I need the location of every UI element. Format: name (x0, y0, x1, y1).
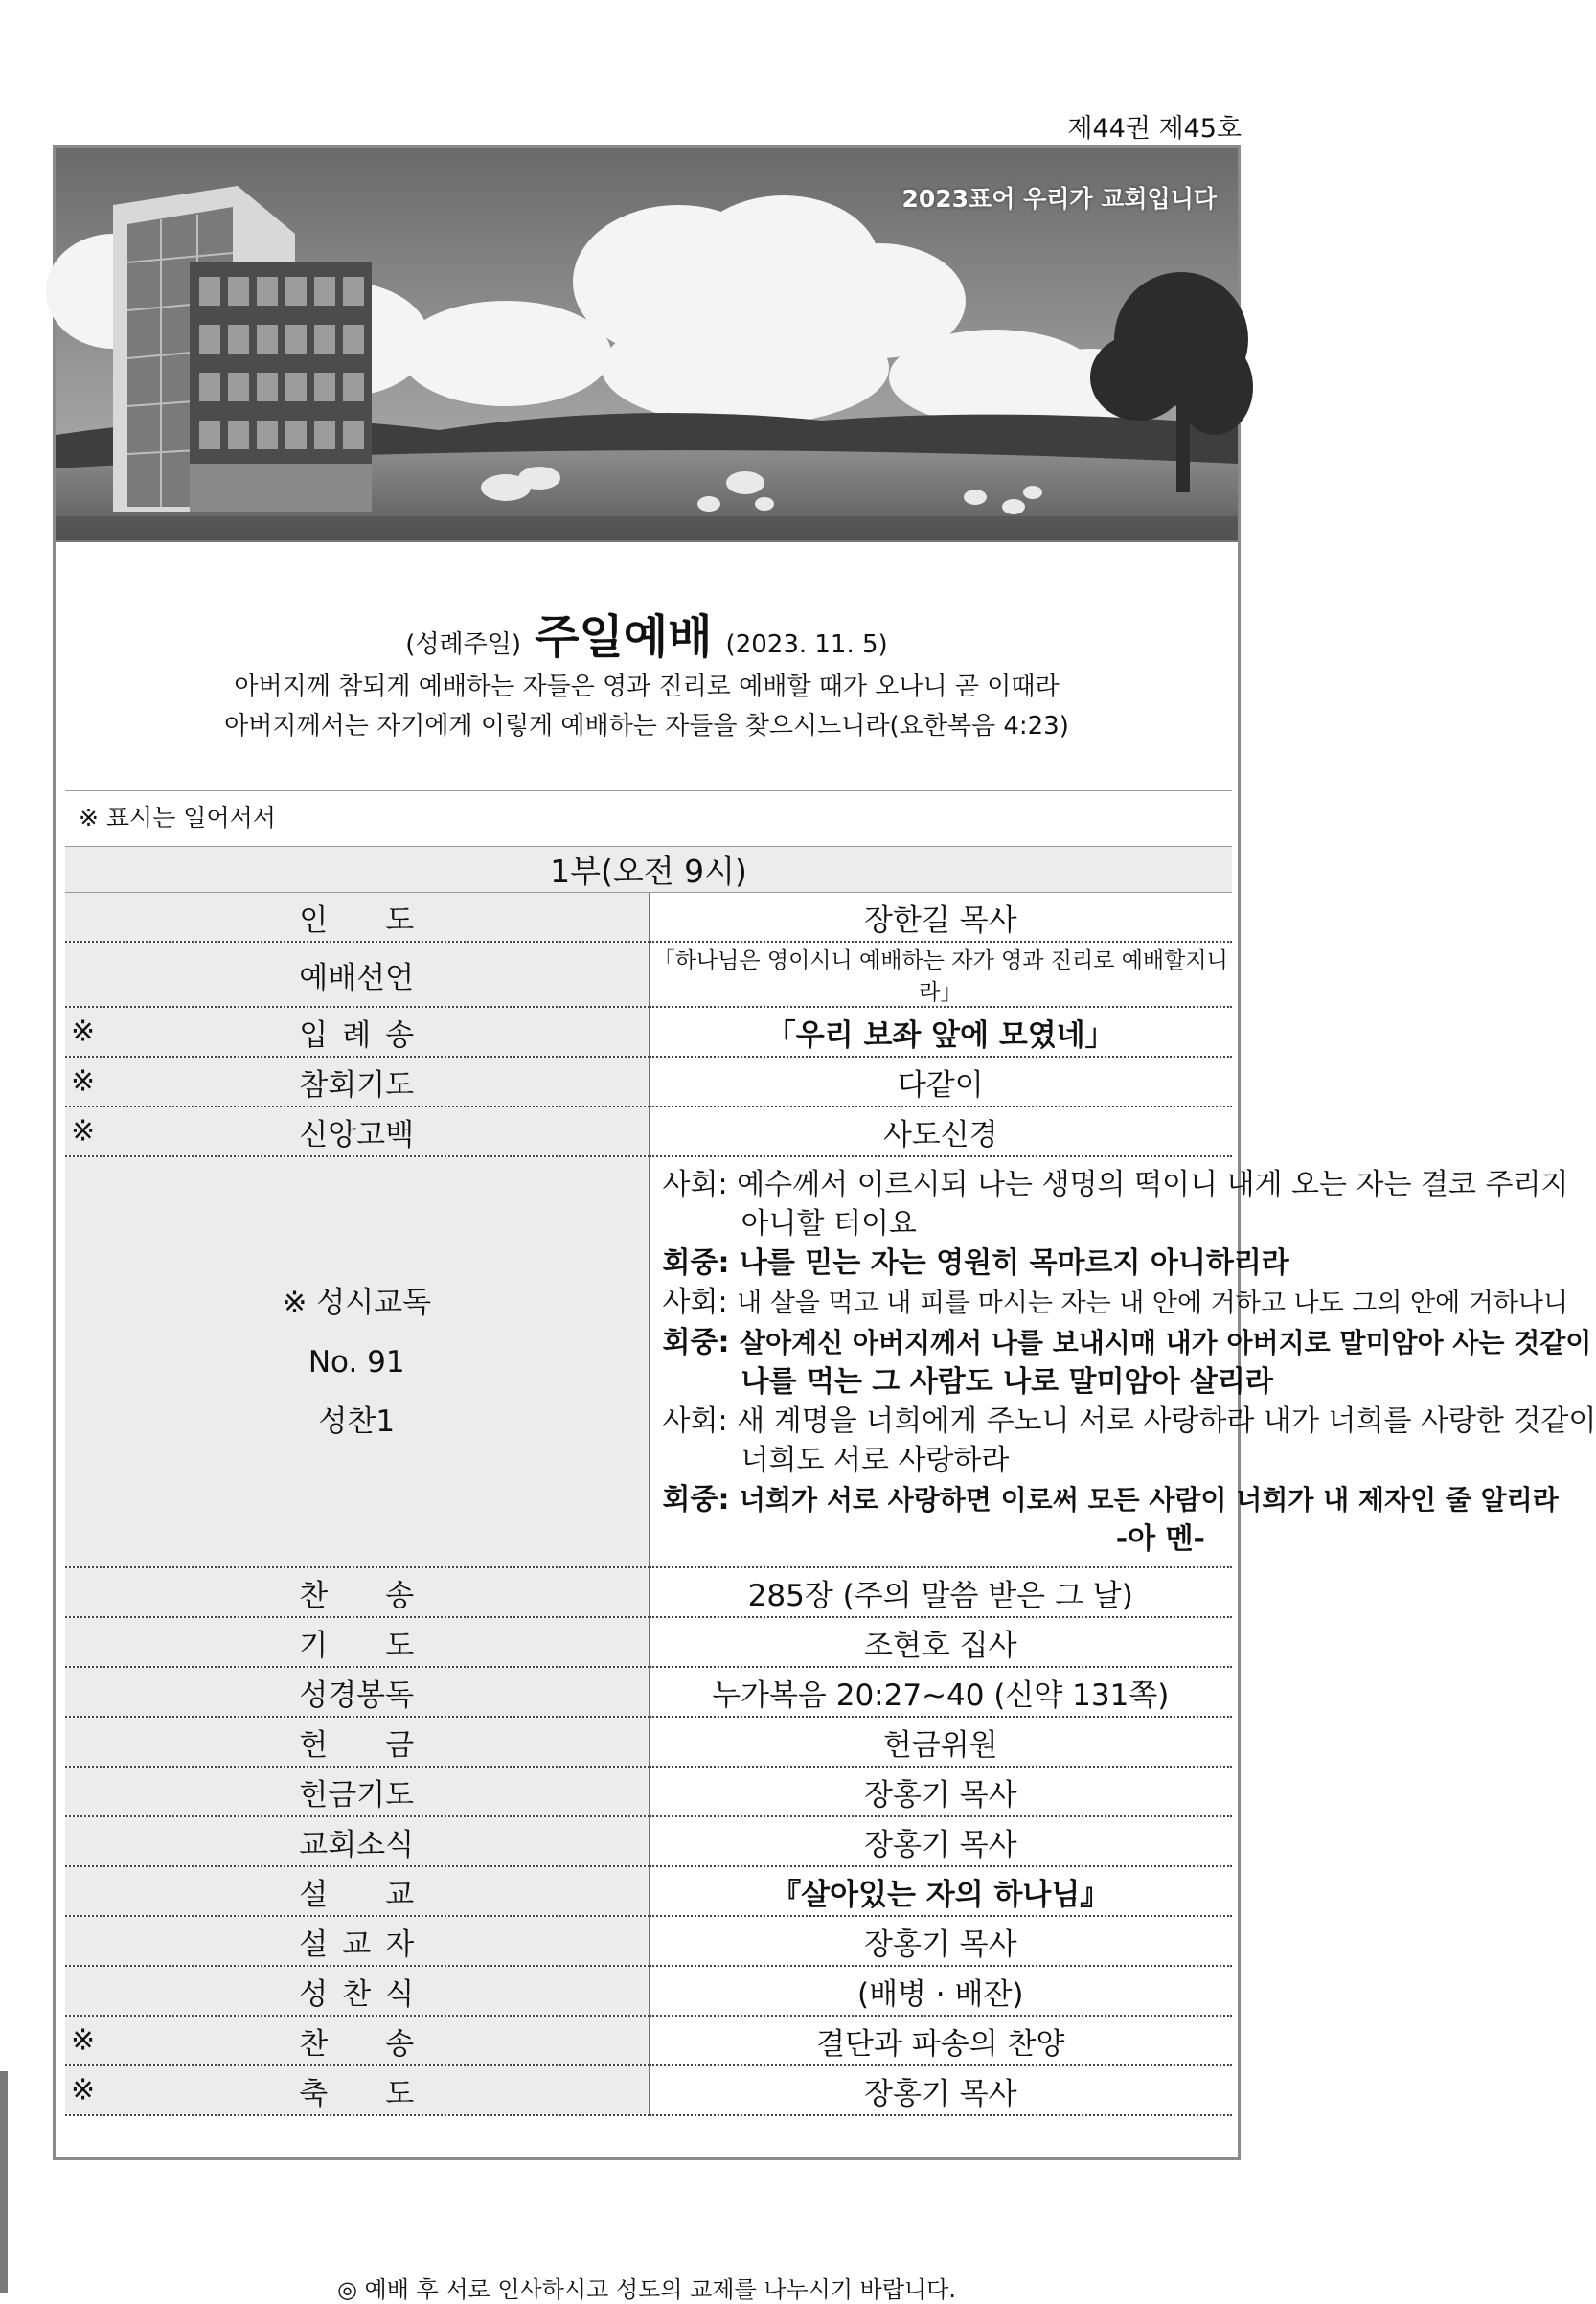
page-title: 주일예배 (535, 610, 713, 664)
verse-line-2: 아버지께서는 자기에게 이렇게 예배하는 자들을 찾으시느니라(요한복음 4:23) (224, 712, 1069, 741)
reading-text: 너희도 서로 사랑하라 (741, 1444, 1010, 1477)
row-label (65, 1767, 649, 1816)
table-row (65, 2065, 1232, 2115)
row-label (65, 1916, 649, 1966)
amen-line: -아 멘- (1115, 1522, 1205, 1556)
table-row (65, 1106, 1232, 1156)
reading-line (663, 1362, 1273, 1402)
reading-line (663, 1441, 1233, 1480)
reading-line (662, 1402, 1596, 1441)
label-text: 찬 송 (299, 1578, 415, 1613)
standing-mark: ※ (71, 1114, 96, 1149)
label-text: 설 교 자 (299, 1927, 415, 1962)
table-row (65, 942, 1232, 1007)
sermon-title: 『살아있는 자의 하나님』 (649, 1866, 1232, 1916)
row-label (65, 1567, 649, 1617)
bulletin-frame (53, 145, 1596, 2303)
part-header-row (65, 847, 1232, 893)
reading-role: 회중: (662, 1326, 730, 1359)
label-text: 헌금기도 (299, 1777, 415, 1813)
reading-role: 회중: (662, 1246, 730, 1280)
table-row (65, 1816, 1232, 1866)
row-label (65, 893, 649, 943)
divider (65, 790, 1232, 791)
table-row (65, 1007, 1232, 1057)
verse-line-1: 아버지께 참되게 예배하는 자들은 영과 진리로 예배할 때가 오나니 곧 이때라 (234, 673, 1060, 701)
reading-line (662, 1243, 1289, 1283)
reading-line (662, 1165, 1569, 1204)
table-row (65, 1916, 1232, 1966)
responsive-reading (649, 1156, 1596, 1567)
row-label (65, 1057, 649, 1106)
reading-role: 사회: (662, 1168, 728, 1201)
reading-text: 살아계신 아버지께서 나를 보내시매 내가 아버지로 말미암아 사는 것같이 (739, 1327, 1592, 1358)
label-text: 인 도 (299, 902, 415, 938)
responsive-label (65, 1156, 649, 1567)
reading-line (662, 1323, 1592, 1362)
label-text: 입 례 송 (299, 1017, 415, 1053)
reading-text: 새 계명을 너희에게 주노니 서로 사랑하라 내가 너희를 사랑한 것같이 (737, 1404, 1596, 1438)
table-row (65, 893, 1232, 943)
row-value: 장홍기 목사 (649, 1916, 1232, 1966)
row-value: (배병 · 배잔) (649, 1966, 1232, 2016)
row-value: 사도신경 (649, 1106, 1232, 1156)
row-label (65, 1617, 649, 1667)
church-motto: 2023표어 우리가 교회입니다 (901, 185, 1217, 213)
label-text: 찬 송 (299, 2026, 415, 2062)
label-text: 성 찬 식 (299, 1976, 415, 2012)
table-row (65, 1767, 1232, 1816)
row-value: 조현호 집사 (649, 1617, 1232, 1667)
row-value: 285장 (주의 말씀 받은 그 날) (649, 1567, 1232, 1617)
label-text: 기 도 (299, 1628, 415, 1663)
table-row (65, 1057, 1232, 1106)
row-label (65, 1816, 649, 1866)
reading-text: 예수께서 이르시되 나는 생명의 떡이니 내게 오는 자는 결코 주리지 (737, 1168, 1569, 1201)
table-row (65, 1966, 1232, 2016)
standing-mark: ※ (71, 2023, 96, 2058)
row-label (65, 1717, 649, 1767)
standing-mark: ※ (71, 1064, 96, 1099)
standing-mark: ※ (71, 2073, 96, 2108)
row-label (65, 942, 649, 1007)
reading-text: 아니할 터이요 (741, 1207, 917, 1241)
row-label (65, 1667, 649, 1717)
table-row (65, 1717, 1232, 1767)
row-value: 다같이 (649, 1057, 1232, 1106)
row-label (65, 1007, 649, 1057)
standing-note: ※ 표시는 일어서서 (79, 804, 276, 832)
row-label (65, 1966, 649, 2016)
responsive-reading-row (65, 1156, 1232, 1567)
row-value: 결단과 파송의 찬양 (649, 2016, 1232, 2065)
order-of-worship-table (65, 846, 1596, 2116)
row-label (65, 1866, 649, 1916)
reading-role: 회중: (662, 1483, 730, 1517)
reading-line (663, 1204, 1233, 1243)
label-text: 성경봉독 (299, 1677, 415, 1713)
reading-line (662, 1480, 1559, 1519)
label-text: 예배선언 (299, 960, 415, 995)
row-value: 헌금위원 (649, 1717, 1232, 1767)
row-label (65, 1106, 649, 1156)
standing-mark: ※ (71, 1015, 96, 1049)
row-value: 장홍기 목사 (649, 1767, 1232, 1816)
footer-note: ◎ 예배 후 서로 인사하시고 성도의 교제를 나누시기 바랍니다. (336, 2276, 957, 2303)
row-value: 장홍기 목사 (649, 1816, 1232, 1866)
responsive-label-line: ※ 성시교독 (282, 1285, 432, 1320)
reading-role: 사회: (662, 1286, 728, 1319)
reading-text: 내 살을 먹고 내 피를 마시는 자는 내 안에 거하고 나도 그의 안에 거하나니 (737, 1289, 1569, 1318)
reading-text: 나를 먹는 그 사람도 나로 말미암아 살리라 (741, 1365, 1273, 1399)
service-date: (2023. 11. 5) (725, 630, 888, 659)
reading-line (662, 1283, 1569, 1323)
row-value: 「하나님은 영이시니 예배하는 자가 영과 진리로 예배할지니라」 (649, 942, 1232, 1007)
table-row (65, 1667, 1232, 1717)
part-header: 1부(오전 9시) (65, 847, 1232, 893)
row-label (65, 2065, 649, 2115)
label-text: 신앙고백 (299, 1117, 415, 1152)
label-text: 설 교 (299, 1877, 415, 1912)
label-text: 축 도 (299, 2076, 415, 2111)
responsive-label-line: No. 91 (308, 1344, 405, 1380)
reading-role: 사회: (662, 1404, 728, 1438)
heading-prefix: (성례주일) (405, 630, 522, 659)
issue-number: 제44권 제45호 (1067, 114, 1242, 144)
table-row (65, 1617, 1232, 1667)
reading-text: 나를 믿는 자는 영원히 목마르지 아니하리라 (739, 1246, 1289, 1280)
page-edge-bar (0, 2071, 8, 2293)
table-row (65, 1567, 1232, 1617)
label-text: 헌 금 (299, 1727, 415, 1763)
label-text: 참회기도 (299, 1067, 415, 1103)
row-value: 장홍기 목사 (649, 2065, 1232, 2115)
row-label (65, 2016, 649, 2065)
row-value: 「우리 보좌 앞에 모였네」 (649, 1007, 1232, 1057)
responsive-label-line: 성찬1 (318, 1403, 396, 1439)
row-value: 장한길 목사 (649, 893, 1232, 943)
table-row (65, 2016, 1232, 2065)
banner-image (56, 148, 1238, 542)
service-heading (56, 600, 1238, 666)
table-row (65, 1866, 1232, 1916)
label-text: 교회소식 (299, 1827, 415, 1862)
reading-text: 너희가 서로 사랑하면 이로써 모든 사람이 너희가 내 제자인 줄 알리라 (739, 1484, 1559, 1516)
row-value: 누가복음 20:27~40 (신약 131쪽) (649, 1667, 1232, 1717)
